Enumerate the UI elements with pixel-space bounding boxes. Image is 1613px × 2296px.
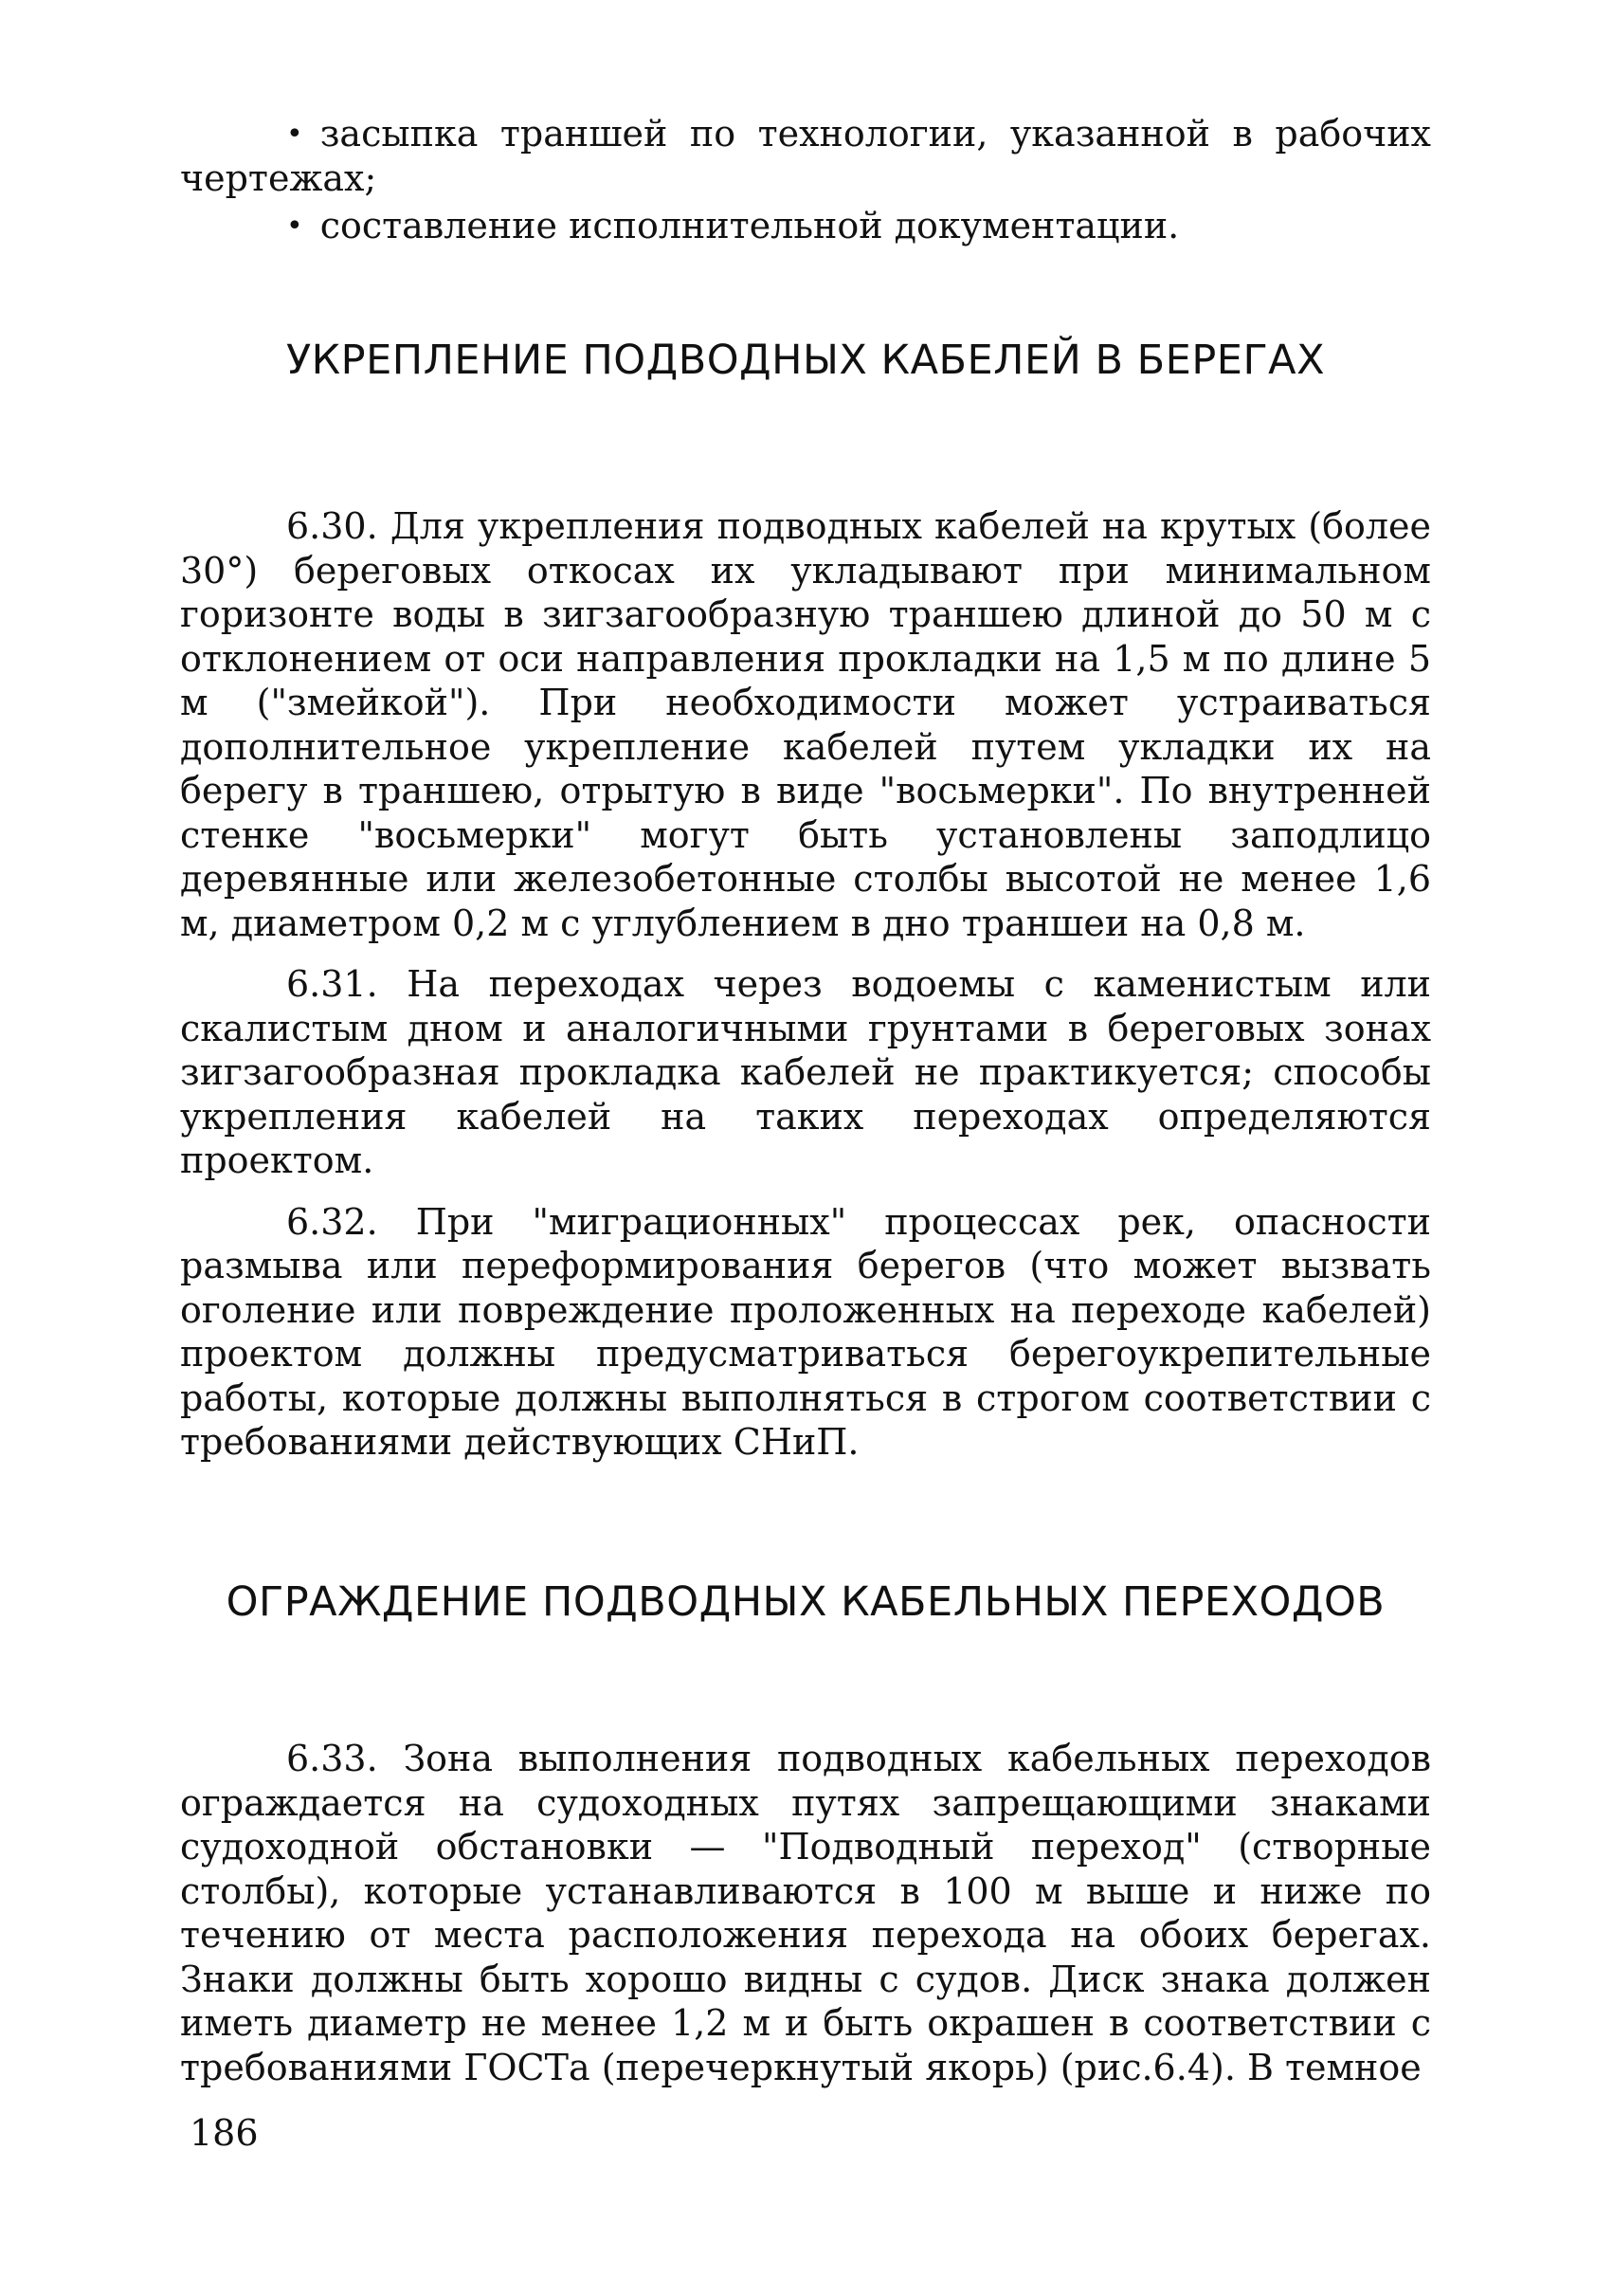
- bullet-text: составление исполнительной документации.: [319, 205, 1180, 246]
- bullet-icon: •: [286, 118, 303, 151]
- page-number: 186: [190, 2112, 259, 2154]
- paragraph-6-33: 6.33. Зона выполнения подводных кабельных переходов ограждается на судоходных путях запрещающими знаками судоходной обстановки — "Подводный переход" (створные столбы), которые устанавливаются в 100 м выше и ниже по течению от места расположения перехода на обоих берегах. Знаки должны быть хорошо видны с судов. Диск знака должен иметь диаметр не менее 1,2 м и быть окрашен в соответствии с требованиями ГОСТа (перечеркнутый якорь) (рис.6.4). В темное: [180, 1738, 1431, 2088]
- section-heading: ОГРАЖДЕНИЕ ПОДВОДНЫХ КАБЕЛЬНЫХ ПЕРЕХОДОВ: [226, 1578, 1386, 1626]
- bullet-icon: •: [286, 210, 303, 243]
- section-body: [180, 1737, 1431, 2089]
- bullet-list: [180, 112, 1431, 252]
- section-heading: УКРЕПЛЕНИЕ ПОДВОДНЫХ КАБЕЛЕЙ В БЕРЕГАХ: [285, 337, 1326, 384]
- section-body: [180, 504, 1431, 1465]
- bullet-item: [180, 112, 1431, 200]
- bullet-item: [180, 204, 1431, 248]
- bullet-text: засыпка траншей по технологии, указанной в рабочих чертежах;: [180, 113, 1431, 199]
- paragraph-6-30: 6.30. Для укрепления подводных кабелей на крутых (более 30°) береговых откосах их укладывают при минимальном горизонте воды в зигзагообразную траншею длиной до 50 м с отклонением от оси направления прокладки на 1,5 м по длине 5 м ("змейкой"). При необходимости может устраиваться дополнительное укрепление кабелей путем укладки их на берегу в траншею, отрытую в виде "восьмерки". По внутренней стенке "восьмерки" могут быть установлены заподлицо деревянные или железобетонные столбы высотой не менее 1,6 м, диаметром 0,2 м с углублением в дно траншеи на 0,8 м.: [180, 505, 1431, 944]
- paragraph-6-32: 6.32. При "миграционных" процессах рек, опасности размыва или переформирования берегов (что может вызвать оголение или повреждение проложенных на переходе кабелей) проектом должны предусматриваться берегоукрепительные работы, которые должны выполняться в строгом соответствии с требованиями действующих СНиП.: [180, 1200, 1431, 1463]
- paragraph-6-31: 6.31. На переходах через водоемы с каменистым или скалистым дном и аналогичными грунтами в береговых зонах зигзагообразная прокладка кабелей не практикуется; способы укрепления кабелей на таких переходах определяются проектом.: [180, 963, 1431, 1181]
